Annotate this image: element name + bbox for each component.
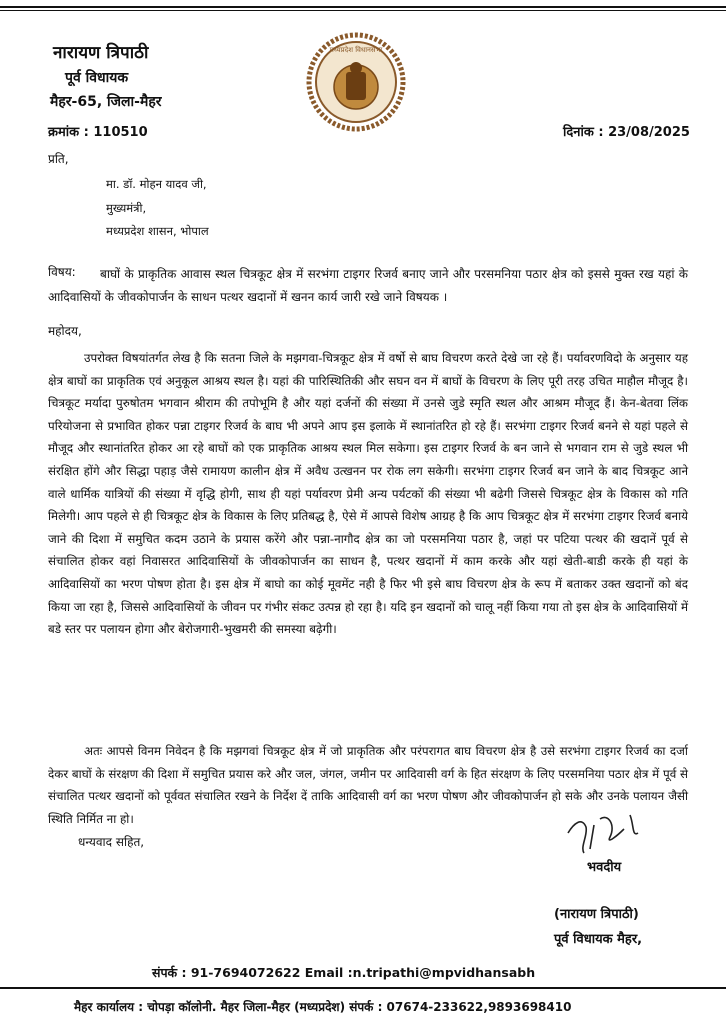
signatory-designation: पूर्व विधायक मैहर, [554,932,643,947]
header-rule-thin [0,10,726,11]
header-rule [0,6,726,8]
letter-date: दिनांक : 23/08/2025 [563,125,690,140]
emblem-lettering: मध्यप्रदेश विधानसभा [329,46,383,54]
office-address-footer: मैहर कार्यालय : चोपड़ा कॉलोनी. मैहर जिला-मैहर (मध्यप्रदेश) संपर्क : 07674-233622,9893698410 [74,1000,572,1014]
signatory-name: (नारायण त्रिपाठी) [554,907,639,922]
vidhan-sabha-emblem [306,32,406,132]
signoff-bhavdiy: भवदीय [587,860,622,875]
closing-thanks: धन्यवाद सहित, [78,835,145,849]
handwritten-signature [560,805,660,865]
recipient-line-2: मुख्यमंत्री, [106,201,147,215]
sender-name: नारायण त्रिपाठी [53,43,149,63]
reference-number: क्रमांक : 110510 [48,125,148,140]
subject-text: बाघों के प्राकृतिक आवास स्थल चित्रकूट क्षेत्र में सरभंगा टाइगर रिजर्व बनाए जाने और परसमनिया पठार क्षेत्र को इससे मुक्त रख यहां के आदिवासियों के जीवकोपार्जन के साधन पत्थर खदानों में खनन कार्य जारी रखे जाने विषयक । [48,267,688,304]
body-paragraph-1: उपरोक्त विषयांतर्गत लेख है कि सतना जिले के मझगवा-चित्रकूट क्षेत्र में वर्षो से बाघ विचरण करते देखे जा रहे हैं। पर्यावरणविदो के अनुसार यह क्षेत्र बाघों का प्राकृतिक एवं अनुकूल आश्रय स्थल है। यहां की पारिस्थितिकी और सघन वन में बाघों के विचरण के लिए पूरी तरह उचित माहौल मौजूद है। चित्रकूट मर्यादा पुरुषोतम भगवान श्रीराम की तपोभूमि है और यहां दर्जनों की संख्या में उनसे जुडे स्मृति स्थल और आश्रम मौजूद हैं। केन-बेतवा लिंक परियोजना से प्रभावित होकर पन्ना टाइगर रिजर्व के बाघ भी अपने आप इस इलाके में स्थानांतरित हो रहे हैं। सरभंगा टाइगर रिजर्व बनने से यहां पहले से मौजूद और स्थानांतरित होकर आ रहे बाघों को एक प्राकृतिक आश्रय स्थल मिल सकेगा। इस टाइगर रिजर्व के बन जाने से भगवान राम से जुडे स्थल भी संरक्षित होंगे और सिद्धा पहाड़ जैसे रामायण कालीन क्षेत्र में अवैध उत्खनन पर रोक लग सकेगी। सरभंगा टाइगर रिजर्व बन जाने के बाद चित्रकूट आने वाले धार्मिक यात्रियों की संख्या में वृद्धि होगी, साथ ही यहां पर्यावरण प्रेमी अन्य पर्यटकों की संख्या भी बढेगी जिससे चित्रकूट क्षेत्र के विकास को गति मिलेगी। आप पहले से ही चित्रकूट क्षेत्र के विकास के लिए प्रतिबद्ध है, ऐसे में आपसे विशेष आग्रह है कि आप चित्रकूट क्षेत्र में सरभंगा टाइगर रिजर्व बनाये जाने की दिशा में समुचित कदम उठाने के प्रयास करेंगे और पन्ना-नागौद क्षेत्र का जो परसमनिया पठार है, जहां पर पटिया पत्थर की खदानें पूर्व से संचालित होकर वहां निवासरत आदिवासियों के जीवकोपार्जन का साधन है, पत्थर खदानों में काम करके और यहां खेती-बाडी करके ही यहां के आदिवासियों का भरण पोषण होता है। इस क्षेत्र में बाघो का कोई मूवमेंट नही है फिर भी इसे बाघ विचरण क्षेत्र के रूप में बताकर उक्त खदानों को बंद किया जा रहा है, जिससे आदिवासियों के जीवन पर गंभीर संकट उत्पन्न हो रहा है। यदि इन खदानों को चालू नहीं किया गया तो इस क्षेत्र के आदिवासियों में बडे स्तर पर पलायन होगा और बेरोजगारी-भुखमरी की समस्या बढ़ेगी। [48,351,688,637]
recipient-line-3: मध्यप्रदेश शासन, भोपाल [106,224,209,238]
body-paragraph-2: अतः आपसे विनम निवेदन है कि मझगवां चित्रकूट क्षेत्र में जो प्राकृतिक और परंपरागत बाघ विचरण क्षेत्र है उसे सरभंगा टाइगर रिजर्व का दर्जा देकर बाघों के संरक्षण की दिशा में समुचित प्रयास करे और जल, जंगल, जमीन पर आदिवासी वर्ग के हित संरक्षण के लिए परसमनिया पठार क्षेत्र में पूर्व से संचालित पत्थर खदानों को पूर्ववत संचालित रखने के निर्देश दें ताकि आदिवासी वर्ग का भरण पोषण और जीवकोपार्जन हो सके और उनके पलायन जैसी स्थिति निर्मित ना हो। [48,744,688,826]
footer-rule [0,987,726,989]
subject-label: विषय: [48,265,76,279]
sender-designation: पूर्व विधायक [65,70,129,86]
sender-constituency: मैहर-65, जिला-मैहर [50,94,162,110]
recipient-line-1: मा. डॉ. मोहन यादव जी, [106,177,207,191]
salutation: महोदय, [48,324,82,338]
contact-line: संपर्क : 91-7694072622 Email :n.tripathi@mpvidhansabh [152,965,536,980]
recipient-prati: प्रति, [48,152,69,166]
